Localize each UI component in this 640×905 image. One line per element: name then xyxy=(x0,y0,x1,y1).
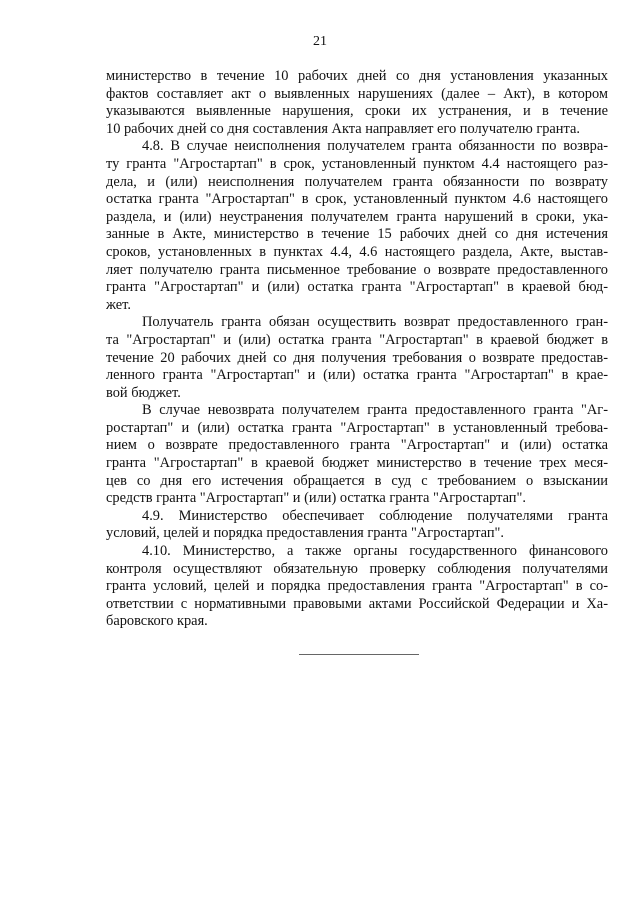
text-line: дела, и (или) неисполнения получателем гранта обязанности по возврату xyxy=(106,173,608,190)
text-line: 4.8. В случае неисполнения получателем гранта обязанности по возвра- xyxy=(142,138,608,155)
text-line: сроков, установленных в пунктах 4.4, 4.6 настоящего раздела, Акте, выстав- xyxy=(106,243,608,260)
paragraph-4-9 xyxy=(106,508,608,543)
text-line: контроля осуществляют обязательную проверку соблюдения получателями xyxy=(106,560,608,577)
text-line: нием о возврате предоставленного гранта "Агростартап" и (или) остатка xyxy=(106,437,608,454)
text-line: гранта условий, целей и порядка предоставления гранта "Агростартап" в со- xyxy=(106,578,608,595)
text-line: ленного гранта "Агростартап" и (или) остатка гранта "Агростартап" в крае- xyxy=(106,367,608,384)
paragraph-4-8 xyxy=(106,138,608,314)
text-line: цев со дня его истечения обращается в суд с требованием о взыскании xyxy=(106,472,608,489)
text-line: 4.9. Министерство обеспечивает соблюдение получателями гранта xyxy=(142,507,608,524)
text-line: министерство в течение 10 рабочих дней со дня установления указанных xyxy=(106,68,608,84)
text-line: В случае невозврата получателем гранта предоставленного гранта "Аг- xyxy=(142,402,608,419)
text-line: вой бюджет. xyxy=(106,384,181,401)
text-line: течение 20 рабочих дней со дня получения требования о возврате предостав- xyxy=(106,349,608,366)
page-number: 21 xyxy=(313,34,327,49)
text-line: фактов составляет акт о выявленных нарушениях (далее – Акт), в котором xyxy=(106,85,608,102)
paragraph-continuation xyxy=(106,68,608,138)
text-line: та "Агростартап" и (или) остатка гранта "Агростартап" в краевой бюджет в xyxy=(106,331,608,348)
text-line: остатка гранта "Агростартап" в срок, установленный пунктом 4.6 настоящего xyxy=(106,191,608,208)
text-line: средств гранта "Агростартап" и (или) остатка гранта "Агростартап". xyxy=(106,490,526,507)
text-line: ростартап" и (или) остатка гранта "Агростартап" в установленный требова- xyxy=(106,419,608,436)
text-line: условий, целей и порядка предоставления гранта "Агростартап". xyxy=(106,525,505,542)
text-line: баровского края. xyxy=(106,613,208,630)
text-line: гранта "Агростартап" в краевой бюджет министерство в течение трех меся- xyxy=(106,455,608,472)
paragraph-return-obligation xyxy=(106,314,608,402)
document-body xyxy=(106,68,608,631)
text-line: жет. xyxy=(106,296,131,313)
text-line: раздела, и (или) неустранения получателем гранта нарушений в сроки, ука- xyxy=(106,208,608,225)
text-line: гранта "Агростартап" и (или) остатка гранта "Агростартап" в краевой бюд- xyxy=(106,279,608,296)
text-line: ответствии с нормативными правовыми актами Российской Федерации и Ха- xyxy=(106,595,608,612)
closing-divider xyxy=(299,654,419,655)
text-line: указываются выявленные нарушения, сроки их устранения, и в течение xyxy=(106,103,608,120)
text-line: Получатель гранта обязан осуществить возврат предоставленного гран- xyxy=(142,314,608,331)
text-line: ту гранта "Агростартап" в срок, установленный пунктом 4.4 настоящего раз- xyxy=(106,155,608,172)
text-line: 4.10. Министерство, а также органы государственного финансового xyxy=(142,543,608,560)
paragraph-non-return xyxy=(106,402,608,508)
text-line: ляет получателю гранта письменное требование о возврате предоставленного xyxy=(106,261,608,278)
text-line: занные в Акте, министерство в течение 15 рабочих дней со дня истечения xyxy=(106,226,608,243)
text-line: 10 рабочих дней со дня составления Акта направляет его получателю гранта. xyxy=(106,120,580,137)
paragraph-4-10 xyxy=(106,543,608,631)
